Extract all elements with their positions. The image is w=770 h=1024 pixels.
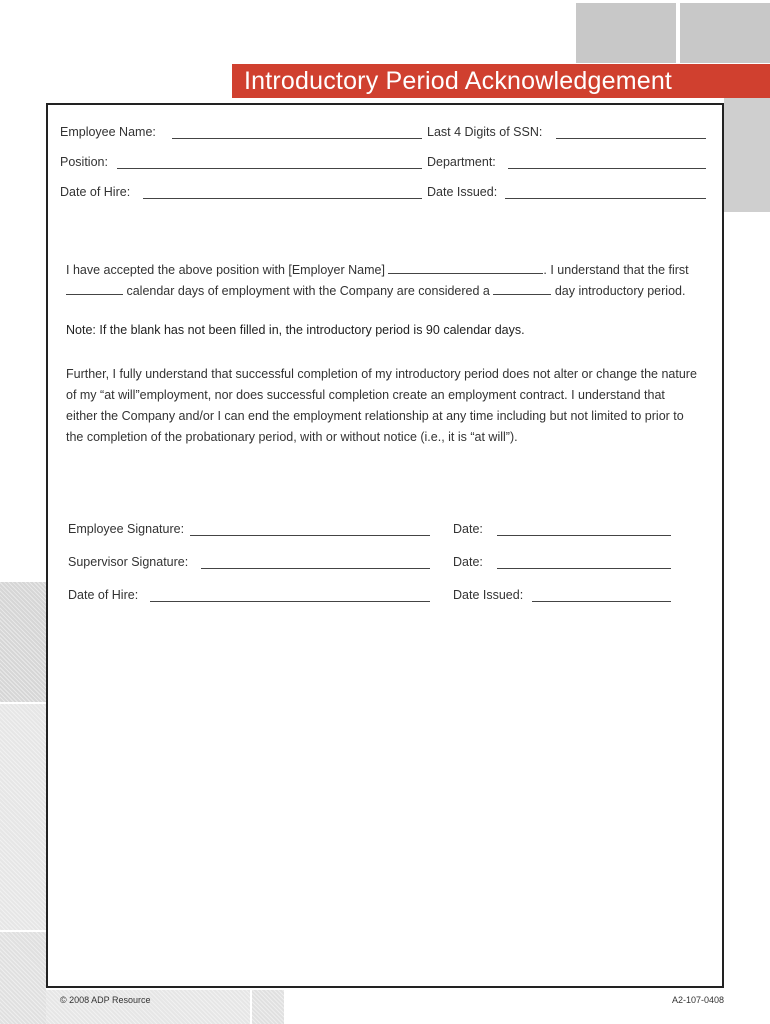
calendar-days-blank[interactable] bbox=[66, 283, 123, 295]
form-code: A2-107-0408 bbox=[672, 995, 725, 1005]
decorative-hatch-left-2 bbox=[0, 704, 46, 930]
note-text: Note: If the blank has not been filled in, the introductory period is 90 calendar days. bbox=[66, 323, 525, 337]
decorative-block-top-1 bbox=[576, 3, 676, 63]
decorative-hatch-bottom-2 bbox=[252, 990, 284, 1024]
page-title: Introductory Period Acknowledgement bbox=[244, 67, 673, 95]
at-will-line-1: Further, I fully understand that successful completion of my introductory period does not alter or change the nature bbox=[66, 367, 697, 381]
employee-date-label: Date: bbox=[453, 522, 483, 536]
signature-date-of-hire-field[interactable] bbox=[150, 601, 430, 602]
ssn-field[interactable] bbox=[556, 138, 706, 139]
at-will-line-2: of my “at will”employment, nor does successful completion create an employment contract. I understand that bbox=[66, 388, 665, 402]
date-issued-label: Date Issued: bbox=[427, 185, 498, 199]
title-bar bbox=[232, 64, 770, 98]
ssn-label: Last 4 Digits of SSN: bbox=[427, 125, 543, 139]
date-of-hire-field[interactable] bbox=[143, 198, 422, 199]
at-will-line-3: either the Company and/or I can end the employment relationship at any time including but not limited to prior to bbox=[66, 409, 684, 423]
date-issued-field[interactable] bbox=[505, 198, 706, 199]
position-label: Position: bbox=[60, 155, 108, 169]
employee-signature-label: Employee Signature: bbox=[68, 522, 185, 536]
employee-signature-field[interactable] bbox=[190, 535, 430, 536]
acceptance-text-1: I have accepted the above position with [Employer Name] bbox=[66, 263, 389, 277]
introductory-days-blank[interactable] bbox=[493, 283, 551, 295]
acceptance-text-4: day introductory period. bbox=[551, 284, 686, 298]
supervisor-date-label: Date: bbox=[453, 555, 483, 569]
department-label: Department: bbox=[427, 155, 496, 169]
acceptance-text-2: . I understand that the first bbox=[543, 263, 689, 277]
at-will-line-4: the completion of the probationary period, with or without notice (i.e., it is “at will”). bbox=[66, 430, 518, 444]
employee-date-field[interactable] bbox=[497, 535, 671, 536]
employer-name-blank[interactable] bbox=[388, 262, 543, 274]
decorative-block-top-2 bbox=[680, 3, 770, 63]
form-box bbox=[46, 103, 724, 988]
signature-date-issued-label: Date Issued: bbox=[453, 588, 524, 602]
supervisor-date-field[interactable] bbox=[497, 568, 671, 569]
department-field[interactable] bbox=[508, 168, 706, 169]
acceptance-paragraph bbox=[66, 260, 716, 302]
employee-name-label: Employee Name: bbox=[60, 125, 156, 139]
decorative-hatch-left-3 bbox=[0, 932, 46, 1024]
at-will-paragraph bbox=[66, 364, 716, 448]
date-of-hire-label: Date of Hire: bbox=[60, 185, 131, 199]
copyright-text: © 2008 ADP Resource bbox=[60, 995, 151, 1005]
supervisor-signature-label: Supervisor Signature: bbox=[68, 555, 189, 569]
employee-name-field[interactable] bbox=[172, 138, 422, 139]
signature-date-issued-field[interactable] bbox=[532, 601, 671, 602]
supervisor-signature-field[interactable] bbox=[201, 568, 430, 569]
signature-date-of-hire-label: Date of Hire: bbox=[68, 588, 139, 602]
acceptance-text-3: calendar days of employment with the Company are considered a bbox=[123, 284, 494, 298]
decorative-block-right bbox=[724, 96, 770, 212]
decorative-hatch-left-1 bbox=[0, 582, 46, 702]
position-field[interactable] bbox=[117, 168, 422, 169]
